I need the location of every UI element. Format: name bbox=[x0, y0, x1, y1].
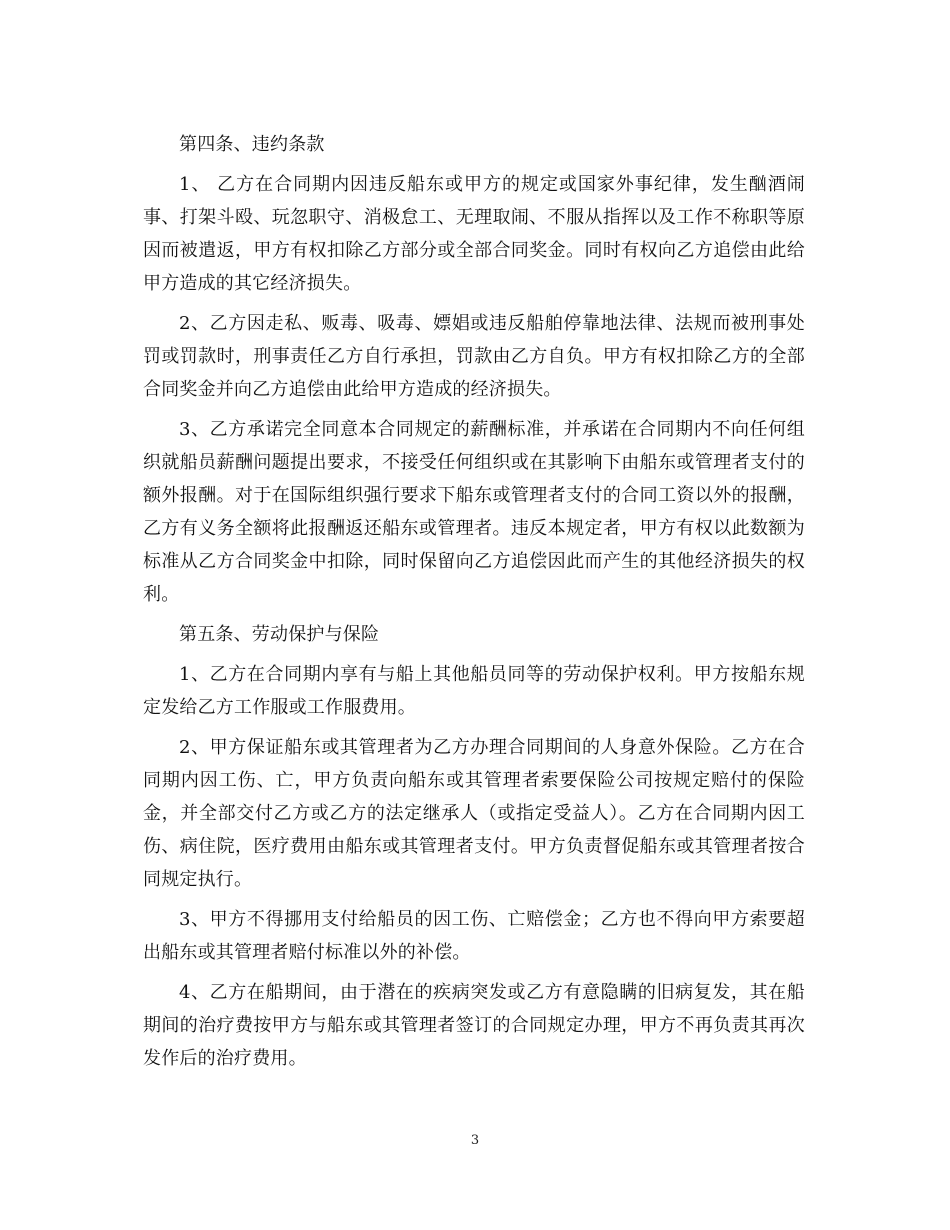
section-heading-article-4: 第四条、违约条款 bbox=[179, 134, 325, 155]
article-5-clause-2: 2、甲方保证船东或其管理者为乙方办理合同期间的人身意外保险。乙方在合同期内因工伤、亡，甲方负责向船东或其管理者索要保险公司按规定赔付的保险金，并全部交付乙方或乙方的法定继承人（或指定受益人）。乙方在合同期内因工伤、病住院，医疗费用由船东或其管理者支付。甲方负责督促船东或其管理者按合同规定执行。 bbox=[143, 737, 805, 890]
article-4-clause-2: 2、乙方因走私、贩毒、吸毒、嫖娼或违反船舶停靠地法律、法规而被刑事处罚或罚款时，刑事责任乙方自行承担，罚款由乙方自负。甲方有权扣除乙方的全部合同奖金并向乙方追偿由此给甲方造成的经济损失。 bbox=[143, 313, 805, 400]
article-5-clause-1: 1、乙方在合同期内享有与船上其他船员同等的劳动保护权利。甲方按船东规定发给乙方工作服或工作服费用。 bbox=[143, 664, 805, 718]
document-body bbox=[143, 128, 805, 1082]
article-4-clause-3: 3、乙方承诺完全同意本合同规定的薪酬标准，并承诺在合同期内不向任何组织就船员薪酬问题提出要求，不接受任何组织或在其影响下由船东或管理者支付的额外报酬。对于在国际组织强行要求下船东或管理者支付的合同工资以外的报酬，乙方有义务全额将此报酬返还船东或管理者。违反本规定者，甲方有权以此数额为标准从乙方合同奖金中扣除，同时保留向乙方追偿因此而产生的其他经济损失的权利。 bbox=[143, 419, 805, 605]
section-heading-article-5: 第五条、劳动保护与保险 bbox=[179, 624, 380, 645]
page-number: 3 bbox=[470, 1133, 480, 1148]
article-5-clause-3: 3、甲方不得挪用支付给船员的因工伤、亡赔偿金；乙方也不得向甲方索要超出船东或其管理者赔付标准以外的补偿。 bbox=[143, 909, 805, 963]
article-4-clause-1: 1、 乙方在合同期内因违反船东或甲方的规定或国家外事纪律，发生酗酒闹事、打架斗殴、玩忽职守、消极怠工、无理取闹、不服从指挥以及工作不称职等原因而被遣返，甲方有权扣除乙方部分或全部合同奖金。同时有权向乙方追偿由此给甲方造成的其它经济损失。 bbox=[143, 174, 805, 294]
article-5-clause-4: 4、乙方在船期间，由于潜在的疾病突发或乙方有意隐瞒的旧病复发，其在船期间的治疗费按甲方与船东或其管理者签订的合同规定办理，甲方不再负责其再次发作后的治疗费用。 bbox=[143, 982, 805, 1069]
